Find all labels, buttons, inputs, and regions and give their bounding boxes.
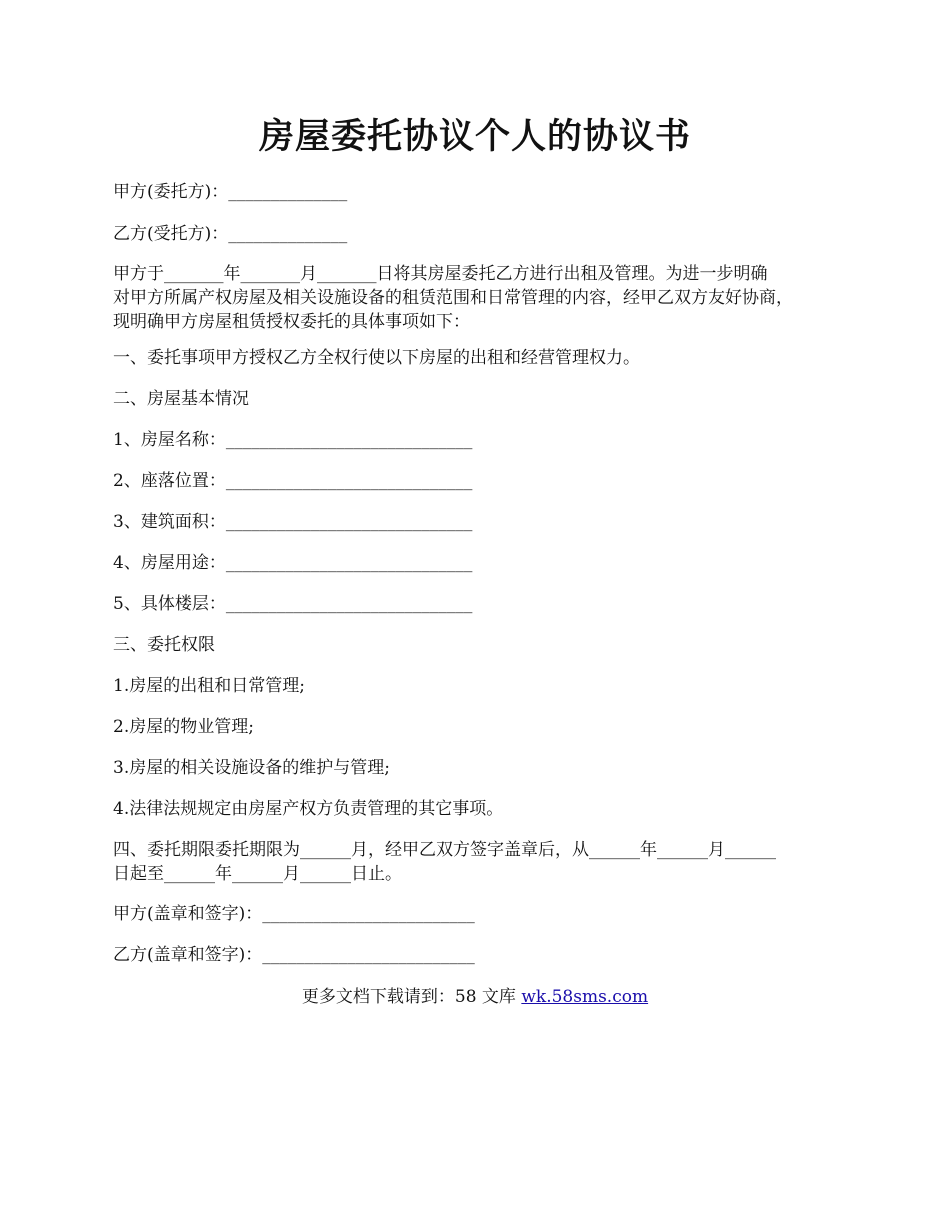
section-2-heading: 二、房屋基本情况 (113, 389, 249, 409)
section-4-line: 四、委托期限委托期限为______月，经甲乙双方签字盖章后，从______年______月______ (113, 840, 776, 860)
house-item: 3、建筑面积：_____________________________ (113, 512, 473, 532)
party-a-signature: 甲方(盖章和签字)：_________________________ (113, 904, 475, 924)
authority-item: 3.房屋的相关设施设备的维护与管理; (113, 758, 390, 778)
authority-item: 2.房屋的物业管理; (113, 717, 254, 737)
footer-text: 更多文档下载请到：58 文库 (301, 987, 522, 1007)
house-item: 1、房屋名称：_____________________________ (113, 430, 473, 450)
house-item: 4、房屋用途：_____________________________ (113, 553, 473, 573)
party-a-line: 甲方(委托方)：______________ (113, 182, 348, 202)
party-b-signature: 乙方(盖章和签字)：_________________________ (113, 945, 475, 965)
house-item: 5、具体楼层：_____________________________ (113, 594, 473, 614)
intro-line: 对甲方所属产权房屋及相关设施设备的租赁范围和日常管理的内容，经甲乙双方友好协商， (113, 288, 793, 308)
document-title: 房屋委托协议个人的协议书 (258, 116, 691, 157)
footer (0, 985, 950, 1009)
intro-paragraph (113, 262, 853, 334)
section-4-line: 日起至______年______月______日止。 (113, 864, 402, 884)
section-1-heading: 一、委托事项甲方授权乙方全权行使以下房屋的出租和经营管理权力。 (113, 348, 640, 368)
intro-line: 现明确甲方房屋租赁授权委托的具体事项如下： (113, 312, 470, 332)
authority-item: 1.房屋的出租和日常管理; (113, 676, 305, 696)
footer-link[interactable]: wk.58sms.com (521, 987, 649, 1007)
party-b-line: 乙方(受托方)：______________ (113, 224, 348, 244)
section-4-paragraph (113, 838, 853, 886)
house-item: 2、座落位置：_____________________________ (113, 471, 473, 491)
authority-item: 4.法律法规规定由房屋产权方负责管理的其它事项。 (113, 799, 504, 819)
intro-line: 甲方于_______年_______月_______日将其房屋委托乙方进行出租及管理。为进一步明确 (113, 264, 768, 284)
section-3-heading: 三、委托权限 (113, 635, 215, 655)
